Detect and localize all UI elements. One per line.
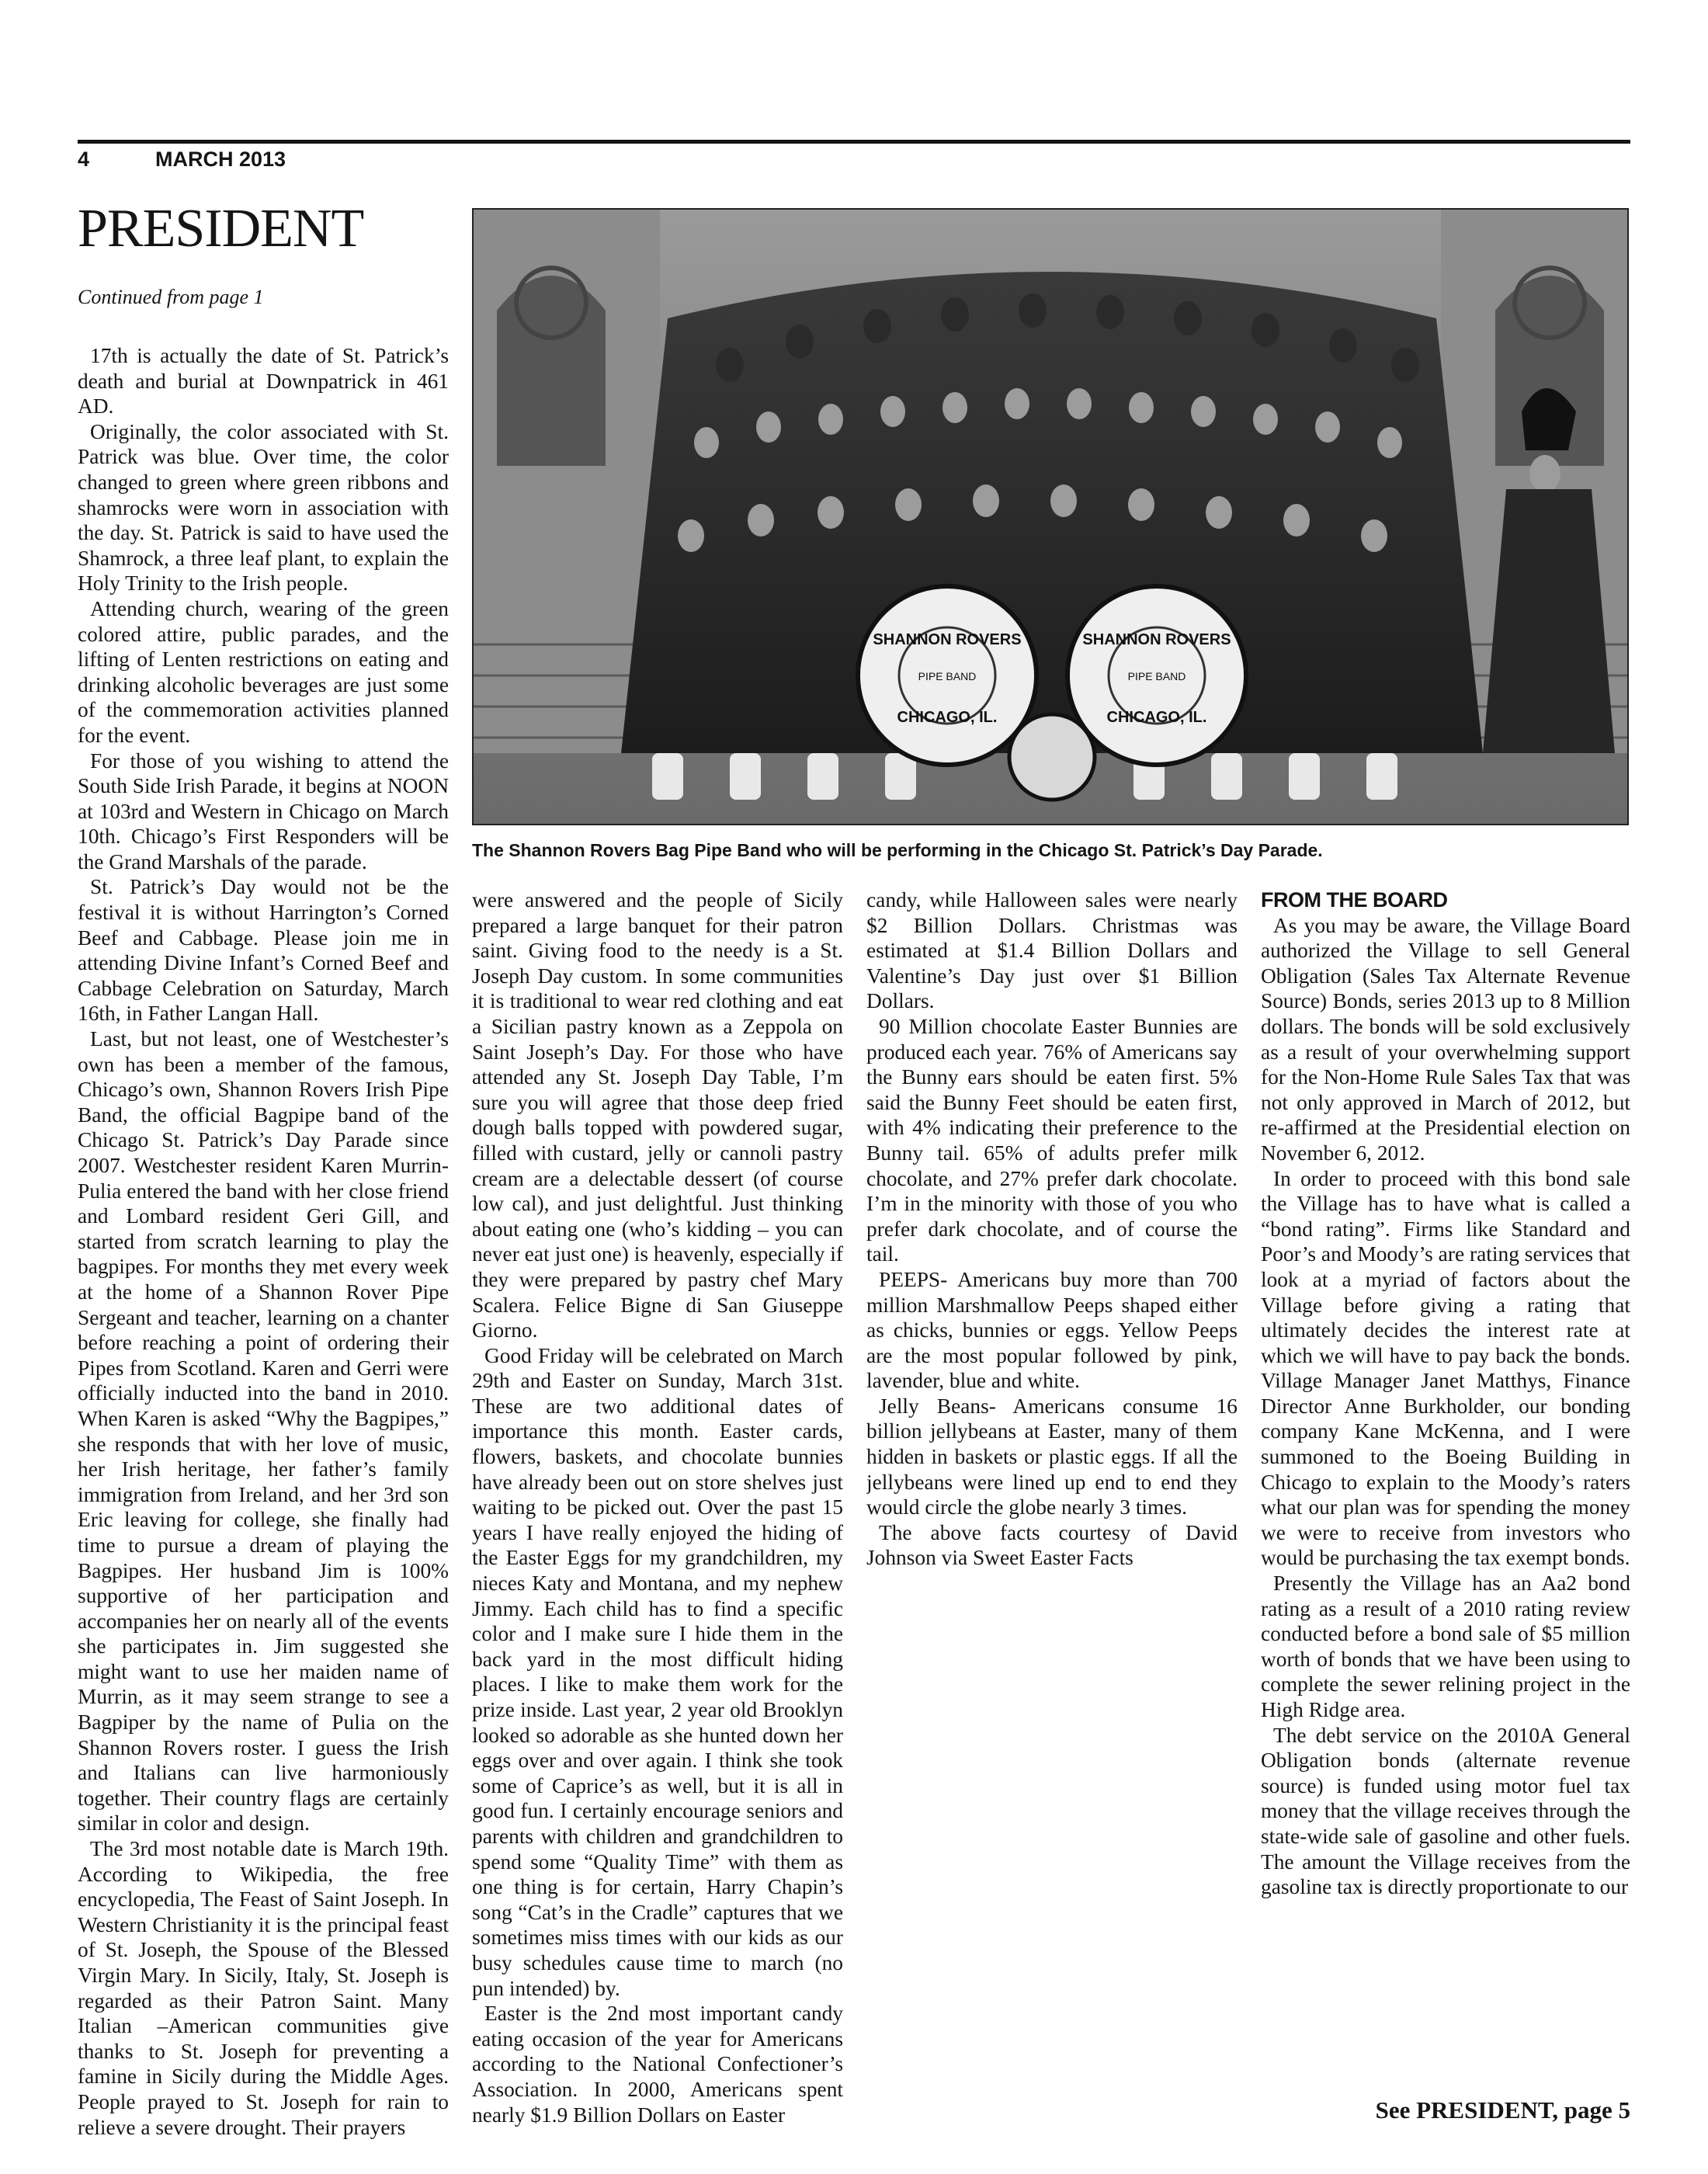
- article-paragraph: Last, but not least, one of Westchester’s own has been a member of the famous, Chicago’s own, Shannon Rovers Irish Pipe Band, the official Bagpipe band of the Chicago St. Patrick’s Day Parade since 2007. Westchester resident Karen Murrin-Pulia entered the band with her close friend and Lombard resident Geri Gill, and started from scratch learning to play the bagpipes. For months they met every week at the home of a Shannon Rover Pipe Sergeant and teacher, learning on a chanter before reaching a point of ordering their Pipes from Scotland. Karen and Gerri were officially inducted into the band in 2010. When Karen is asked “Why the Bagpipes,” she responds that with her love of music, her Irish heritage, her father’s family immigration from Ireland, and her 3rd son Eric leaving for college, she finally had time to pursue a dream of playing the Bagpipes. Her husband Jim is 100% supportive of her participation and accompanies her on nearly all of the events she participates in. Jim suggested she might want to use her maiden name of Murrin, as it may seem strange to see a Bagpiper by the name of Pulia on the Shannon Rovers roster. I guess the Irish and Italians can live harmoniously together. Their country flags are certainly similar in color and design.: [78, 1027, 449, 1835]
- article-paragraph: 17th is actually the date of St. Patrick’s death and burial at Downpatrick in 461 AD.: [78, 344, 449, 418]
- article-paragraph: Originally, the color associated with St. Patrick was blue. Over time, the color changed to green where green ribbons and shamrocks were worn in association with the day. St. Patrick is said to have used the Shamrock, a three leaf plant, to explain the Holy Trinity to the Irish people.: [78, 419, 449, 596]
- band-photo: [472, 208, 1629, 825]
- article-paragraph: Good Friday will be celebrated on March 29th and Easter on Sunday, March 31st. These are two additional dates of importance this month. Easter cards, flowers, baskets, and chocolate bunnies have already been out on store shelves just waiting to be picked out. Over the past 15 years I have really enjoyed the hiding of the Easter Eggs for my grandchildren, my nieces Katy and Montana, and my nephew Jimmy. Each child has to find a specific color and I make sure I hide them in the back yard in the most difficult hiding places. I like to make them work for the prize inside. Last year, 2 year old Brooklyn looked so adorable as she hunted down her eggs over and over again. I think she took some of Caprice’s as well, but it is all in good fun. I certainly encourage seniors and parents with children and grandchildren to spend some “Quality Time” with them as one thing is for certain, Harry Chapin’s song “Cat’s in the Cradle” captures that we sometimes miss times with our kids as our busy schedules cause time to march (no pun intended) by.: [472, 1343, 843, 2000]
- text-column-4: [1261, 887, 1630, 2087]
- text-column-2: [472, 887, 843, 2145]
- text-column-3: [866, 887, 1238, 2145]
- issue-date: MARCH 2013: [155, 148, 286, 171]
- jump-line: See PRESIDENT, page 5: [1375, 2096, 1630, 2124]
- drum-bottom-label-left: CHICAGO, IL.: [897, 709, 998, 726]
- article-paragraph: The above facts courtesy of David Johnson via Sweet Easter Facts: [866, 1520, 1238, 1570]
- top-rule: [78, 140, 1630, 144]
- article-paragraph: PEEPS- Americans buy more than 700 million Marshmallow Peeps shaped either as chicks, bunnies or eggs. Yellow Peeps are the most popular followed by pink, lavender, blue and white.: [866, 1267, 1238, 1393]
- drum-mid-label-right: PIPE BAND: [1127, 670, 1186, 682]
- folio-line: [78, 148, 286, 172]
- article-paragraph: The 3rd most notable date is March 19th. According to Wikipedia, the free encyclopedia, The Feast of Saint Joseph. In Western Christianity it is the principal feast of St. Joseph, the Spouse of the Blessed Virgin Mary. In Sicily, Italy, St. Joseph is regarded as their Patron Saint. Many Italian –American communities give thanks to St. Joseph for preventing a famine in Sicily during the Middle Ages. People prayed to St. Joseph for rain to relieve a severe drought. Their prayers: [78, 1837, 449, 2139]
- page-number: 4: [78, 148, 90, 171]
- photo-caption: The Shannon Rovers Bag Pipe Band who will be performing in the Chicago St. Patrick’s Day Parade.: [472, 840, 1323, 860]
- article-paragraph: were answered and the people of Sicily prepared a large banquet for their patron saint. Giving food to the needy is a St. Joseph Day custom. In some communities it is traditional to wear red clothing and eat a Sicilian pastry known as a Zeppola on Saint Joseph’s Day. For those who have attended any St. Joseph Day Table, I’m sure you will agree that those deep fried dough balls topped with powdered sugar, filled with custard, jelly or cannoli pastry cream are a delectable dessert (of course low cal), and just delightful. Just thinking about eating one (who’s kidding – you can never eat just one) is heavenly, especially if they were prepared by pastry chef Mary Scalera. Felice Bigne di San Giuseppe Giorno.: [472, 888, 843, 1342]
- article-paragraph: Attending church, wearing of the green colored attire, public parades, and the lifting of Lenten restrictions on eating and drinking alcoholic beverages are just some of the commemoration activities planned for the event.: [78, 596, 449, 747]
- continued-note: Continued from page 1: [78, 286, 264, 308]
- article-paragraph: For those of you wishing to attend the South Side Irish Parade, it begins at NOON at 103rd and Western in Chicago on March 10th. Chicago’s First Responders will be the Grand Marshals of the parade.: [78, 748, 449, 873]
- board-paragraph: As you may be aware, the Village Board authorized the Village to sell General Obligation (Sales Tax Alternate Revenue Source) Bonds, series 2013 up to 8 Million dollars. The bonds will be sold exclusively as a result of your overwhelming support for the Non-Home Rule Sales Tax that was not only approved in March of 2012, but re-affirmed at the Presidential election on November 6, 2012.: [1261, 913, 1630, 1165]
- article-paragraph: candy, while Halloween sales were nearly $2 Billion Dollars. Christmas was estimated at $1.4 Billion Dollars and Valentine’s Day just over $1 Billion Dollars.: [866, 888, 1238, 1013]
- text-column-1: [78, 343, 449, 2144]
- band-photo-illustration: [474, 210, 1627, 824]
- article-paragraph: Jelly Beans- Americans consume 16 billion jellybeans at Easter, many of them hidden in baskets or plastic eggs. If all the jellybeans were lined up end to end they would circle the globe nearly 3 times.: [866, 1394, 1238, 1519]
- article-paragraph: 90 Million chocolate Easter Bunnies are produced each year. 76% of Americans say the Bunny ears should be eaten first. 5% said the Bunny Feet should be eaten first, with 4% indicating their preference to the Bunny tail. 65% of adults prefer milk chocolate, and 27% prefer dark chocolate. I’m in the minority with those of you who prefer dark chocolate, and of course the tail.: [866, 1014, 1238, 1266]
- article-headline: PRESIDENT: [78, 199, 364, 259]
- drum-bottom-label-right: CHICAGO, IL.: [1106, 709, 1207, 726]
- board-paragraph: Presently the Village has an Aa2 bond rating as a result of a 2010 rating review conducted before a bond sale of $5 million worth of bonds that we have been using to complete the sewer relining project in the High Ridge area.: [1261, 1571, 1630, 1721]
- article-paragraph: St. Patrick’s Day would not be the festival it is without Harrington’s Corned Beef and Cabbage. Please join me in attending Divine Infant’s Corned Beef and Cabbage Celebration on Saturday, March 16th, in Father Langan Hall.: [78, 875, 449, 1026]
- drum-mid-label-left: PIPE BAND: [918, 670, 977, 682]
- board-paragraph: In order to proceed with this bond sale the Village has to have what is called a “bond rating”. Firms like Standard and Poor’s and Moody’s are rating services that look at a myriad of factors about the Village before giving a rating that ultimately decides the interest rate at which we will have to pay back the bonds. Village Manager Janet Matthys, Finance Director Anne Burkholder, our bonding company Kane McKenna, and I were summoned to the Boeing Building in Chicago to explain to the Moody’s raters what our plan was for spending the money we were to receive from investors who would be purchasing the tax exempt bonds.: [1261, 1166, 1630, 1570]
- drum-top-label-left: SHANNON ROVERS: [873, 631, 1022, 648]
- board-paragraph: The debt service on the 2010A General Obligation bonds (alternate revenue source) is funded using motor fuel tax money that the village receives through the state-wide sale of gasoline and other fuels. The amount the Village receives from the gasoline tax is directly proportionate to our: [1261, 1723, 1630, 1899]
- drum-top-label-right: SHANNON ROVERS: [1082, 631, 1231, 648]
- board-heading: FROM THE BOARD: [1261, 888, 1448, 912]
- article-paragraph: Easter is the 2nd most important candy eating occasion of the year for Americans according to the National Confectioner’s Association. In 2000, Americans spent nearly $1.9 Billion Dollars on Easter: [472, 2002, 843, 2127]
